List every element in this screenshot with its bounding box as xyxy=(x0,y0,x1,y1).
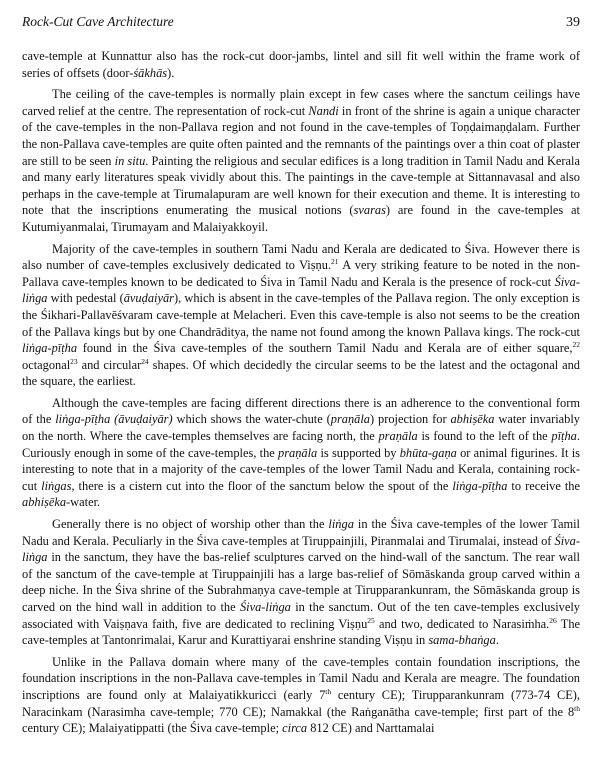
footnote-ref: 25 xyxy=(367,615,375,625)
running-header xyxy=(22,14,580,36)
italic-term: āvuḍaiyār xyxy=(123,291,174,306)
text-run: The cave-temples at Tantonrimalai, Karur and Kurattiyarai enshrine standing Viṣṇu in xyxy=(22,616,581,648)
italic-term: liṅga-pīṭha xyxy=(452,478,508,493)
italic-term: Śiva-liṅga xyxy=(22,533,580,565)
paragraph xyxy=(22,48,580,81)
italic-term: svaras xyxy=(353,203,386,218)
italic-term: abhiṣēka xyxy=(450,412,495,427)
paragraph xyxy=(22,241,580,390)
italic-term: liṅga-pīṭha (āvuḍaiyār) xyxy=(55,412,173,427)
text-run: in front of the shrine is again a unique character of the cave-temples in the non-Pallava region and not found in the cave-temples of Toṇḍaimaṇḍalam. Further the non-Pallava cave-temples are quite often painted and the remnants of the paintings over a thin coat of plaster are still to be seen xyxy=(22,103,580,168)
text-run: The ceiling of the cave-temples is normally plain except in few cases where the sanctum ceilings have carved relief at the centre. The representation of rock-cut xyxy=(22,87,580,118)
text-run: A very striking feature to be noted in the non-Pallava cave-temples known to be dedicated to Śiva in Tamil Nadu and Kerala is the presence of rock-cut xyxy=(22,258,580,289)
text-run: and two, dedicated to Narasiṁha. xyxy=(374,616,550,631)
text-run: Majority of the cave-temples in southern Tami Nadu and Kerala are dedicated to Śiva. However there is also number of cave-temples exclusively dedicated to Viṣṇu. xyxy=(22,241,580,273)
paragraph xyxy=(22,395,580,511)
paragraph xyxy=(22,86,580,235)
text-run: is supported by xyxy=(317,445,400,460)
text-run: ), which is absent in the cave-temples of the Pallava region. The only exception is the Śikhari-Pallavēśvaram cave-temple at Melacheri. Even this cave-temple is also not seems to be the creation of the Pallava kings but by one Chandrāditya, the name not found among the known Pallava kings. The rock-cut xyxy=(22,291,581,339)
text-run: to receive the xyxy=(507,478,580,493)
text-run: water invariably on the north. Where the cave-temples themselves are facing north, the xyxy=(22,412,580,444)
text-run: . xyxy=(495,633,499,648)
paragraph xyxy=(22,654,580,737)
text-run: . Painting the religious and secular edifices is a long tradition in Tamil Nadu and Kerala and many early literatures speak vividly about this. The paintings in the cave-temple at Sittannavasal and also perhaps in the cave-temple at Tirumalapuram are well known for their execution and theme. It is interesting to note that the inscriptions enumerating the musical notions ( xyxy=(22,153,580,218)
footnote-ref: th xyxy=(325,686,332,696)
italic-term: śākhās xyxy=(133,65,168,80)
text-run: shapes. Of which decidedly the circular seems to be the latest and the octagonal and the square, the earliest. xyxy=(22,357,580,389)
body-text xyxy=(22,48,580,737)
text-run: found in the Śiva cave-temples of the southern Tamil Nadu and Kerala are of either square, xyxy=(77,341,573,356)
italic-term: liṅga-pīṭha xyxy=(22,341,78,356)
text-run: or animal figurines. It is interesting to note that in a majority of the cave-temples of the lower Tamil Nadu and Kerala, containing rock-cut xyxy=(22,445,580,493)
text-run: in the sanctum, they have the bas-relief sculptures carved on the hind-wall of the sanctum. The rear wall of the sanctum of the cave-temple at Tiruppainjili has a large bas-relief of Sōmāskanda group carved within a deep niche. In the Śiva shrine of the Subrahmaṇya cave-temple at Tirupparankunram, the Sōmāskanda group is carved on the hind wall in addition to the xyxy=(22,550,580,614)
footnote-ref: 26 xyxy=(549,615,557,625)
italic-term: liṅgas, xyxy=(41,478,75,493)
text-run: Although the cave-temples are facing different directions there is an adherence to the conventional form of the xyxy=(22,395,580,427)
italic-term: abhiṣēka xyxy=(22,495,67,510)
running-title: Rock-Cut Cave Architecture xyxy=(22,14,174,29)
text-run: is found to the left of the xyxy=(417,429,552,444)
italic-term: sama-bhaṅga xyxy=(428,633,496,648)
footnote-ref: th xyxy=(574,703,580,713)
italic-term: circa xyxy=(282,721,308,736)
text-run: 812 CE) and Narttamalai xyxy=(307,721,435,736)
italic-term: bhūta-gaṇa xyxy=(399,445,457,460)
italic-term: pīṭha xyxy=(551,429,577,444)
text-run: in the sanctum. Out of the ten cave-temples exclusively associated with Vaiṣṇava faith, five are dedicated to reclining Viṣṇu xyxy=(22,600,581,631)
text-run: ) are found in the cave-temples at Kutumiyanmalai, Tirumayam and Malaiyakkoyil. xyxy=(22,203,581,234)
italic-term: praṇāla xyxy=(330,412,371,427)
text-run: octagonal xyxy=(22,357,71,372)
text-run: in the Śiva cave-temples of the lower Tamil Nadu and Kerala. Peculiarly in the Śiva cave-temples at Tiruppainjili, Piranmalai and Tirumalai, instead of xyxy=(22,517,580,548)
text-run: cave-temple at Kunnattur also has the rock-cut door-jambs, lintel and sill fit well within the frame work of series of offsets (door- xyxy=(22,49,580,80)
italic-term: praṇāla xyxy=(378,429,418,444)
text-run: Generally there is no object of worship other than the xyxy=(52,517,329,532)
italic-term: Nandi xyxy=(308,103,339,118)
italic-term: praṇāla xyxy=(278,445,318,460)
italic-term: Śiva-liṅga xyxy=(239,600,291,614)
text-run: and circular xyxy=(77,357,142,372)
italic-term: liṅga xyxy=(328,517,354,532)
text-run: Unlike in the Pallava domain where many of the cave-temples contain foundation inscriptions, the foundation inscriptions in the non-Pallava cave-temples in Tamil Nadu and Kerala are meagre. The foundation inscriptions are found only at Malaiyatikkuricci (early 7 xyxy=(22,654,580,702)
text-run: century CE); Tirupparankunram (773-74 CE), Naracinkam (Narasimha cave-temple; 770 CE); Namakkal (the Raṅganātha cave-temple; first part of the 8 xyxy=(22,687,580,719)
text-run: ). xyxy=(167,65,175,80)
text-run: . Curiously enough in some of the cave-temples, the xyxy=(22,429,580,460)
footnote-ref: 23 xyxy=(70,356,78,366)
italic-term: Śiva-liṅga xyxy=(22,274,580,306)
text-run: century CE); Malaiyatippatti (the Śiva cave-temple; xyxy=(22,721,283,736)
text-run: ) projection for xyxy=(370,412,451,427)
page-number: 39 xyxy=(566,15,580,30)
paragraph xyxy=(22,516,580,649)
italic-term: in situ xyxy=(114,153,146,168)
text-run: there is a cistern cut into the floor of the sanctum below the spout of the xyxy=(74,478,453,493)
text-run: -water. xyxy=(66,495,101,510)
footnote-ref: 22 xyxy=(572,340,580,350)
text-run: with pedestal ( xyxy=(47,291,124,306)
footnote-ref: 21 xyxy=(331,257,339,267)
footnote-ref: 24 xyxy=(141,356,149,366)
text-run: which shows the water-chute ( xyxy=(172,412,331,427)
